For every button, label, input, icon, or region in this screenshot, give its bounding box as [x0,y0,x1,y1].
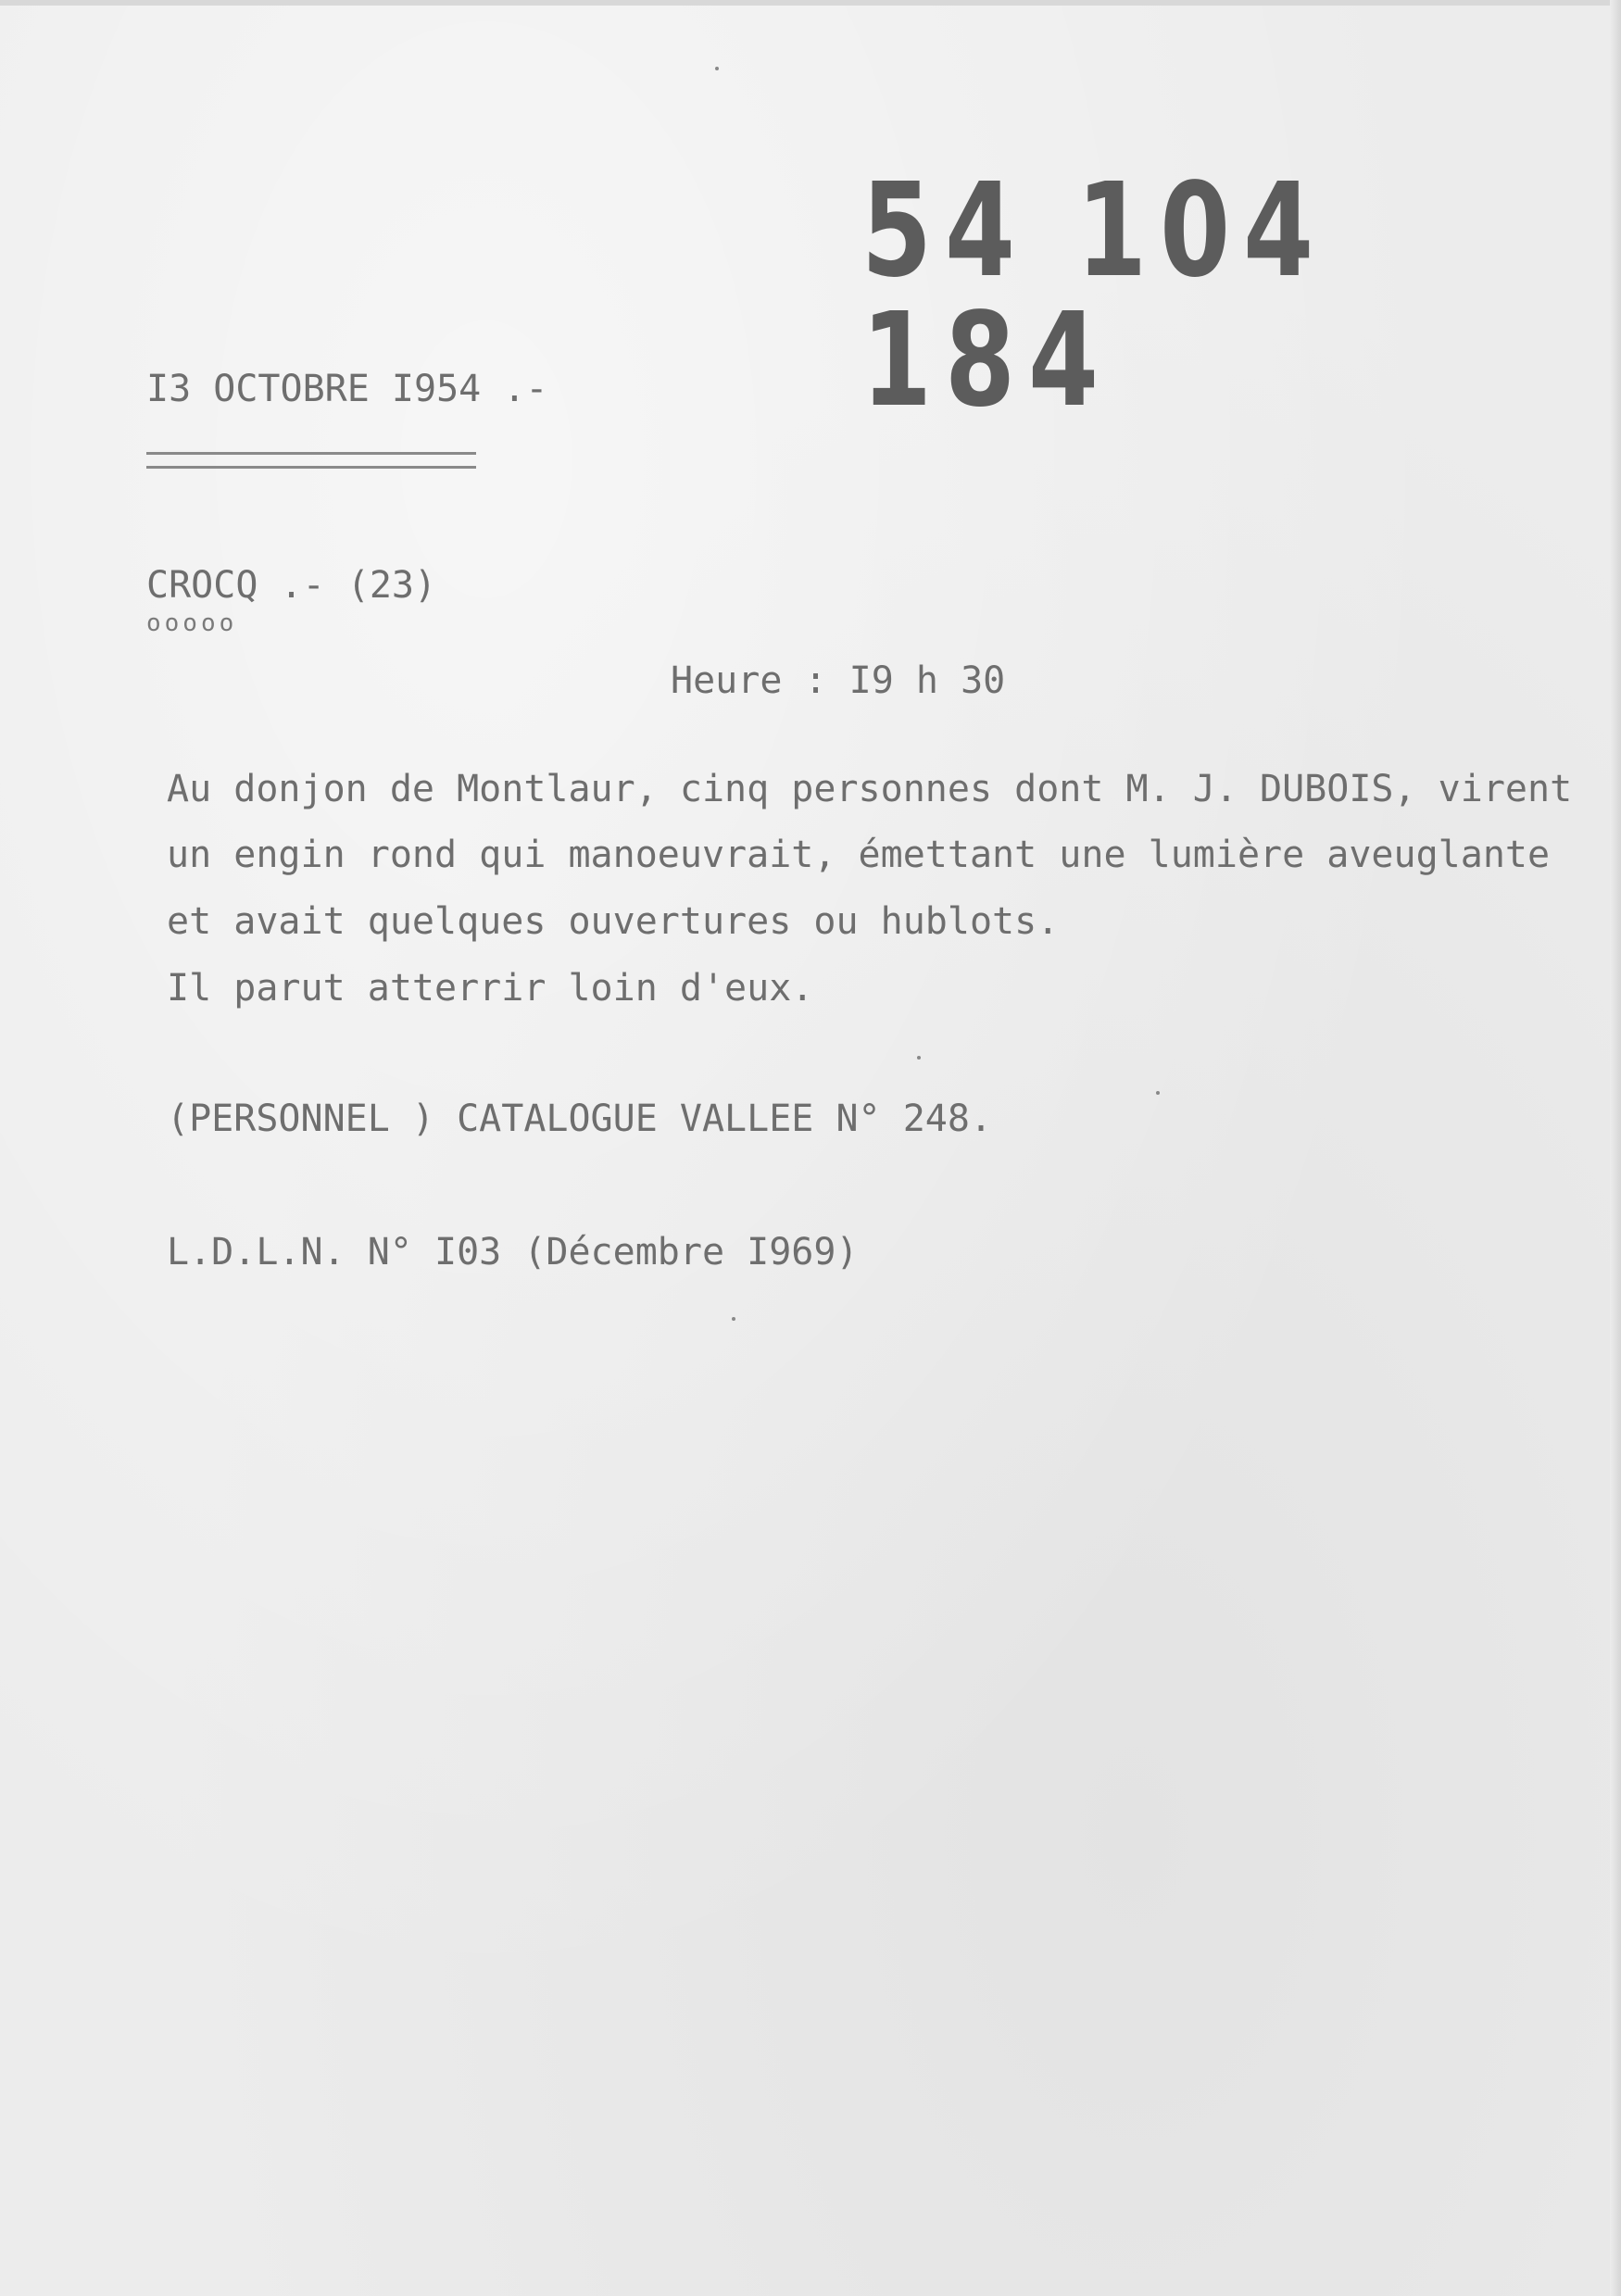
report-hour: Heure : I9 h 30 [671,659,1006,702]
body-line: et avait quelques ouvertures ou hublots. [167,900,1060,943]
paper-speck [732,1317,735,1321]
body-line: Au donjon de Montlaur, cinq personnes dont M. J. DUBOIS, virent [167,768,1573,810]
source-reference-catalogue: (PERSONNEL ) CATALOGUE VALLEE N° 248. [167,1098,993,1140]
source-reference-ldln: L.D.L.N. N° I03 (Décembre I969) [167,1231,859,1273]
date-double-underline [146,452,476,469]
paper-speck [917,1056,921,1060]
place-underline: ooooo [146,609,238,637]
reference-number-stamp: 54 104 184 [861,156,1327,436]
body-line: Il parut atterrir loin d'eux. [167,967,814,1010]
paper-speck [1156,1091,1160,1095]
body-line: un engin rond qui manoeuvrait, émettant une lumière aveuglante [167,834,1551,876]
page-top-edge [0,0,1621,6]
report-date: I3 OCTOBRE I954 .- [146,368,548,410]
paper-speck [715,67,719,70]
report-place: CROCQ .- (23) [146,564,437,607]
page-right-edge [1610,0,1621,2296]
